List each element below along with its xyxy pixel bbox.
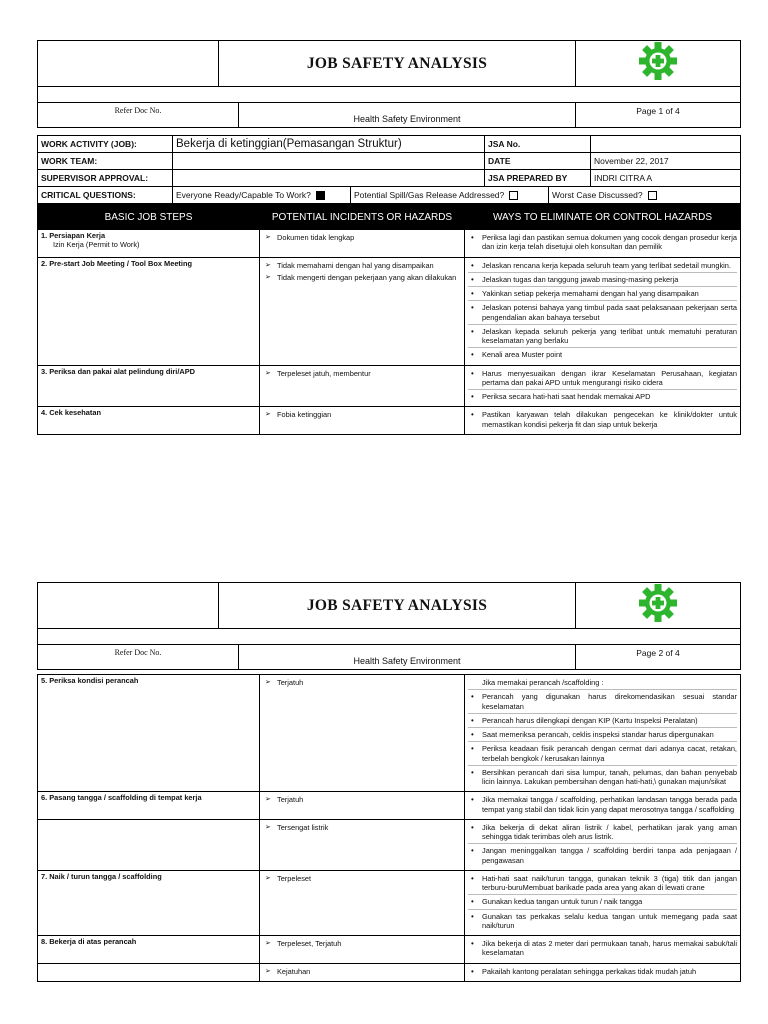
hazard-item: ➢ Tersengat listrik <box>263 823 461 832</box>
gear-cross-icon <box>635 583 681 623</box>
control-cell <box>465 365 741 407</box>
control-item: • Yakinkan setiap pekerja memahami dengan hal yang disampaikan <box>468 289 737 301</box>
job-step-cell <box>38 963 260 981</box>
table-row <box>38 675 741 792</box>
refer-doc-label: Refer Doc No. <box>38 103 239 128</box>
job-step-name: 2. Pre-start Job Meeting / Tool Box Meeting <box>41 258 192 268</box>
table-row <box>38 365 741 407</box>
job-step-cell <box>38 792 260 820</box>
control-item: • Jelaskan tugas dan tanggung jawab masing-masing pekerja <box>468 275 737 287</box>
control-item: • Gunakan kedua tangan untuk turun / naik tangga <box>468 897 737 909</box>
hazard-cell <box>260 792 465 820</box>
control-list <box>468 369 737 404</box>
supervisor-approval-value <box>173 170 485 187</box>
column-potential-hazards: POTENTIAL INCIDENTS OR HAZARDS <box>260 205 465 230</box>
control-list <box>468 967 737 978</box>
table-row <box>38 792 741 820</box>
date-value: November 22, 2017 <box>591 153 741 170</box>
table-row <box>38 936 741 964</box>
control-list <box>468 939 737 960</box>
job-step-cell <box>38 936 260 964</box>
jsa-no-value <box>591 136 741 153</box>
control-item: • Jika bekerja di dekat aliran listrik / kabel, perhatikan jarak yang aman sehingga tidak terimbas oleh arus listrik. <box>468 823 737 845</box>
hazard-item: ➢ Terjatuh <box>263 795 461 804</box>
table-row <box>38 230 741 258</box>
question-worst-case: Worst Case Discussed? <box>549 187 741 204</box>
question-ready: Everyone Ready/Capable To Work? <box>173 187 351 204</box>
table-row <box>38 257 741 365</box>
control-item: • Perancah harus dilengkapi dengan KIP (Kartu Inspeksi Peralatan) <box>468 716 737 728</box>
hazard-list <box>263 795 461 804</box>
control-item: • Hati-hati saat naik/turun tangga, gunakan teknik 3 (tiga) titik dan jangan terburu-buruMembuat barikade pada area yang akan di lewati crane <box>468 874 737 896</box>
control-item: • Jangan meninggalkan tangga / scaffolding berdiri tanpa ada penjagaan / pengawasan <box>468 846 737 867</box>
job-step-name: 6. Pasang tangga / scaffolding di tempat kerja <box>41 793 202 803</box>
control-intro: Jika memakai perancah /scaffolding : <box>468 678 737 690</box>
gear-cross-icon <box>635 41 681 81</box>
hazard-list <box>263 369 461 378</box>
control-item: • Jelaskan rencana kerja kepada seluruh team yang terlibat sedetail mungkin. <box>468 261 737 273</box>
page-header <box>37 582 741 670</box>
job-steps-body-2 <box>38 675 741 982</box>
control-cell <box>465 792 741 820</box>
table-row <box>38 407 741 435</box>
department-label: Health Safety Environment <box>239 103 576 128</box>
hazard-item: ➢ Terpeleset jatuh, membentur <box>263 369 461 378</box>
hazard-cell <box>260 936 465 964</box>
work-team-value <box>173 153 485 170</box>
checkbox-spill[interactable] <box>509 191 518 200</box>
hazard-item: ➢ Tidak mengerti dengan pekerjaan yang akan dilakukan <box>263 273 461 282</box>
hazard-cell <box>260 819 465 870</box>
control-cell <box>465 819 741 870</box>
hazard-cell <box>260 675 465 792</box>
control-list <box>468 874 737 932</box>
hazard-list <box>263 823 461 832</box>
jsa-prepared-label: JSA PREPARED BY <box>485 170 591 187</box>
hazard-cell <box>260 257 465 365</box>
job-info-table <box>37 135 741 204</box>
page-header <box>37 40 741 128</box>
control-list <box>468 233 737 254</box>
table-row <box>38 819 741 870</box>
column-basic-job-steps: BASIC JOB STEPS <box>38 205 260 230</box>
hazard-cell <box>260 407 465 435</box>
table-row <box>38 963 741 981</box>
control-item: • Gunakan tas perkakas selalu kedua tangan untuk memegang pada saat naik/turun <box>468 912 737 933</box>
control-list <box>468 261 737 362</box>
job-step-name: 3. Periksa dan pakai alat pelindung diri/APD <box>41 366 196 376</box>
job-step-cell <box>38 407 260 435</box>
document-title: JOB SAFETY ANALYSIS <box>219 41 576 87</box>
control-list <box>468 823 737 867</box>
control-cell <box>465 963 741 981</box>
hazard-list <box>263 261 461 283</box>
control-cell <box>465 870 741 935</box>
control-list <box>468 678 737 788</box>
hazard-cell <box>260 230 465 258</box>
hazard-item: ➢ Terjatuh <box>263 678 461 687</box>
hazard-cell <box>260 963 465 981</box>
control-item: • Pakailah kantong peralatan sehingga perkakas tidak mudah jatuh <box>468 967 737 978</box>
control-cell <box>465 230 741 258</box>
control-cell <box>465 407 741 435</box>
hazard-item: ➢ Kejatuhan <box>263 967 461 976</box>
page-number: Page 2 of 4 <box>576 645 741 670</box>
job-step-cell <box>38 257 260 365</box>
hazard-cell <box>260 365 465 407</box>
control-list <box>468 795 737 816</box>
control-item: • Periksa keadaan fisik perancah dengan cermat dari adanya cacat, retakan, terbelah bengkok / kerusakan lainnya <box>468 744 737 766</box>
job-step-name: 5. Periksa kondisi perancah <box>41 676 139 685</box>
jsa-prepared-value: INDRI CITRA A <box>591 170 741 187</box>
job-step-name: 4. Cek kesehatan <box>41 408 101 418</box>
job-step-detail: Izin Kerja (Permit to Work) <box>53 240 140 250</box>
supervisor-approval-label: SUPERVISOR APPROVAL: <box>38 170 173 187</box>
hazard-list <box>263 678 461 687</box>
control-item: • Perancah yang digunakan harus direkomendasikan sesuai standar keselamatan <box>468 692 737 714</box>
control-list <box>468 410 737 431</box>
document-title: JOB SAFETY ANALYSIS <box>219 583 576 629</box>
work-activity-value: Bekerja di ketinggian(Pemasangan Struktur) <box>173 136 485 153</box>
checkbox-ready[interactable] <box>316 191 325 200</box>
job-step-cell <box>38 230 260 258</box>
control-cell <box>465 675 741 792</box>
critical-questions-label: CRITICAL QUESTIONS: <box>38 187 173 204</box>
job-step-name: 8. Bekerja di atas perancah <box>41 937 137 946</box>
hazard-item: ➢ Tidak memahami dengan hal yang disampaikan <box>263 261 461 270</box>
job-step-cell <box>38 365 260 407</box>
control-item: • Kenali area Muster point <box>468 350 737 361</box>
department-label: Health Safety Environment <box>239 645 576 670</box>
hazard-list <box>263 874 461 883</box>
control-item: • Jelaskan kepada seluruh pekerja yang terlibat untuk mematuhi peraturan keselamatan yang berlaku <box>468 327 737 349</box>
control-item: • Jika bekerja di atas 2 meter dari permukaan tanah, harus memakai sabuk/tali keselamatan <box>468 939 737 960</box>
work-team-label: WORK TEAM: <box>38 153 173 170</box>
job-step-cell <box>38 870 260 935</box>
job-steps-table <box>37 674 741 982</box>
control-cell <box>465 257 741 365</box>
control-item: • Bersihkan perancah dari sisa lumpur, tanah, pelumas, dan bahan penyebab licin lainnya. Lakukan pembersihan dengan hati-hati,\ gunakan majun/sikat <box>468 768 737 789</box>
control-item: • Jika memakai tangga / scaffolding, perhatikan landasan tangga berada pada tempat yang stabil dan tidak licin yang dapat merosotnya tangga / scaffolding <box>468 795 737 816</box>
control-item: • Harus menyesuaikan dengan ikrar Keselamatan Perusahaan, kegiatan pertama dan pakai APD untuk mengurangi risiko cidera <box>468 369 737 391</box>
hazard-item: ➢ Terpeleset <box>263 874 461 883</box>
hazard-item: ➢ Terpeleset, Terjatuh <box>263 939 461 948</box>
refer-doc-label: Refer Doc No. <box>38 645 239 670</box>
work-activity-label: WORK ACTIVITY (JOB): <box>38 136 173 153</box>
hazard-list <box>263 233 461 242</box>
hazard-list <box>263 967 461 976</box>
jsa-page-1 <box>37 40 740 435</box>
hazard-list <box>263 410 461 419</box>
checkbox-worst-case[interactable] <box>648 191 657 200</box>
hazard-cell <box>260 870 465 935</box>
job-steps-table <box>37 204 741 435</box>
job-step-cell <box>38 675 260 792</box>
table-row <box>38 870 741 935</box>
job-step-name: 1. Persiapan Kerja <box>41 231 106 240</box>
jsa-page-2 <box>37 582 740 982</box>
hazard-item: ➢ Dokumen tidak lengkap <box>263 233 461 242</box>
control-cell <box>465 936 741 964</box>
date-label: DATE <box>485 153 591 170</box>
job-step-name: 7. Naik / turun tangga / scaffolding <box>41 871 162 881</box>
hazard-item: ➢ Fobia ketinggian <box>263 410 461 419</box>
control-item: • Pastikan karyawan telah dilakukan pengecekan ke klinik/dokter untuk memastikan kondisi pekerja fit dan siap untuk bekerja <box>468 410 737 431</box>
jsa-no-label: JSA No. <box>485 136 591 153</box>
question-spill: Potential Spill/Gas Release Addressed? <box>351 187 549 204</box>
company-logo <box>576 41 741 87</box>
control-item: • Periksa lagi dan pastikan semua dokumen yang cocok dengan prosedur kerja dan izin kerja telah disetujui oleh konsultan dan pemilik <box>468 233 737 254</box>
job-step-cell <box>38 819 260 870</box>
page-number: Page 1 of 4 <box>576 103 741 128</box>
column-control-hazards: WAYS TO ELIMINATE OR CONTROL HAZARDS <box>465 205 741 230</box>
company-logo <box>576 583 741 629</box>
control-item: • Jelaskan potensi bahaya yang timbul pada saat pelaksanaan pekerjaan serta pengendalian akan bahaya tersebut <box>468 303 737 325</box>
hazard-list <box>263 939 461 948</box>
control-item: • Saat memeriksa perancah, ceklis inspeksi standar harus dipergunakan <box>468 730 737 742</box>
job-steps-body-1 <box>38 230 741 435</box>
control-item: • Periksa secara hati-hati saat hendak memakai APD <box>468 392 737 403</box>
